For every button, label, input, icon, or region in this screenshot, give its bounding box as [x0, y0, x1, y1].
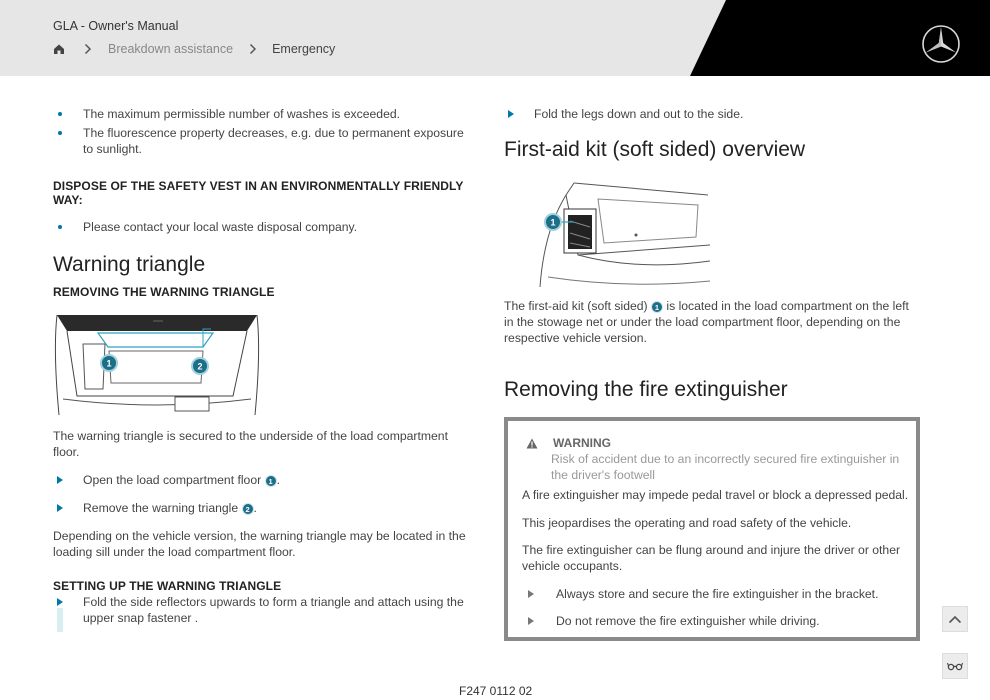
- step-text: Fold the side reflectors upwards to form a triangle and attach using the upper snap fastener .: [83, 595, 464, 625]
- step-arrow-icon: [528, 617, 534, 625]
- manual-title: GLA - Owner's Manual: [53, 19, 179, 33]
- step-period: .: [253, 501, 257, 515]
- step-text: Remove the warning triangle: [83, 501, 239, 515]
- warning-triangle-icon: [526, 438, 538, 449]
- home-icon[interactable]: [53, 43, 65, 55]
- warning-subtitle: Risk of accident due to an incorrectly secured fire extinguisher in the driver's footwell: [551, 452, 900, 482]
- figure-callout-label: 2: [197, 361, 203, 372]
- dispose-heading: DISPOSE OF THE SAFETY VEST IN AN ENVIRONMENTALLY FRIENDLY WAY:: [53, 179, 464, 207]
- warning-header: [526, 436, 611, 450]
- step-arrow-icon: [57, 476, 63, 484]
- breadcrumb: [53, 42, 335, 56]
- step-arrow-icon: [57, 598, 63, 606]
- step-arrow-icon: [508, 110, 514, 118]
- warning-triangle-title: Warning triangle: [53, 253, 206, 276]
- list-item: The fluorescence property decreases, e.g. due to permanent exposure to sunlight.: [53, 125, 473, 157]
- bullet-list-dispose: [53, 219, 473, 235]
- callout-badge-2: 2: [242, 503, 254, 515]
- step-arrow-icon: [528, 590, 534, 598]
- step-arrow-icon: [57, 504, 63, 512]
- warning-para: The fire extinguisher can be flung around and injure the driver or other vehicle occupants.: [522, 543, 901, 573]
- removing-heading: REMOVING THE WARNING TRIANGLE: [53, 285, 275, 299]
- warning-para: A fire extinguisher may impede pedal travel or block a depressed pedal.: [522, 488, 909, 502]
- right-column: [504, 100, 920, 162]
- list-item: Please contact your local waste disposal company.: [53, 219, 473, 235]
- callout-badge-1: 1: [265, 475, 277, 487]
- step-text: Do not remove the fire extinguisher while driving.: [556, 614, 820, 628]
- step-fold-reflectors: [53, 594, 473, 626]
- breadcrumb-item-emergency: Emergency: [272, 42, 336, 56]
- right-column-lower: [504, 298, 920, 402]
- list-item: The maximum permissible number of washes is exceeded.: [53, 106, 473, 122]
- secured-text: The warning triangle is secured to the underside of the load compartment floor.: [53, 429, 448, 459]
- chevron-right-icon: [84, 43, 92, 55]
- chevron-right-icon: [249, 43, 257, 55]
- chevron-up-icon: [948, 615, 962, 624]
- page-header: [0, 0, 990, 76]
- warning-para: This jeopardises the operating and road safety of the vehicle.: [522, 516, 852, 530]
- scroll-top-button[interactable]: [942, 606, 968, 632]
- warning-title: WARNING: [553, 436, 611, 450]
- step-period: .: [276, 473, 280, 487]
- warning-box: [504, 417, 920, 641]
- figure-code: F247 0112 02: [459, 684, 533, 698]
- firstaid-title: First-aid kit (soft sided) overview: [504, 138, 806, 161]
- firstaid-text: [504, 298, 920, 346]
- firstaid-illustration: [538, 181, 712, 289]
- figure-callout-label: 1: [106, 358, 112, 369]
- warning-step: [522, 586, 912, 602]
- version-text: Depending on the vehicle version, the warning triangle may be located in the loading sill under the load compartment floor.: [53, 529, 466, 559]
- firstaid-text-pre: The first-aid kit (soft sided): [504, 299, 648, 313]
- bullet-list-washes: [53, 106, 473, 157]
- left-column-lower: [53, 428, 473, 626]
- reading-mode-button[interactable]: [942, 653, 968, 679]
- firstaid-text-post: is located in the load compartment on the left in the stowage net or under the load compartment floor, depending on the respective vehicle version.: [504, 299, 909, 345]
- step-text: Open the load compartment floor: [83, 473, 262, 487]
- step-text: Always store and secure the fire extinguisher in the bracket.: [556, 587, 879, 601]
- callout-badge-1: 1: [651, 301, 663, 313]
- glasses-icon: [947, 661, 963, 671]
- step-text: Fold the legs down and out to the side.: [534, 107, 744, 121]
- star-logo[interactable]: [921, 24, 961, 64]
- warning-step: [522, 613, 912, 629]
- left-column: [53, 100, 473, 299]
- setting-up-heading: SETTING UP THE WARNING TRIANGLE: [53, 579, 282, 593]
- load-compartment-illustration: [53, 311, 261, 419]
- fire-extinguisher-title: Removing the fire extinguisher: [504, 378, 788, 401]
- step-open-floor: [53, 472, 473, 488]
- figure-callout-label: 1: [550, 217, 556, 228]
- step-remove-triangle: [53, 500, 473, 516]
- step-fold-legs: [504, 106, 920, 122]
- breadcrumb-item-breakdown[interactable]: Breakdown assistance: [108, 42, 234, 56]
